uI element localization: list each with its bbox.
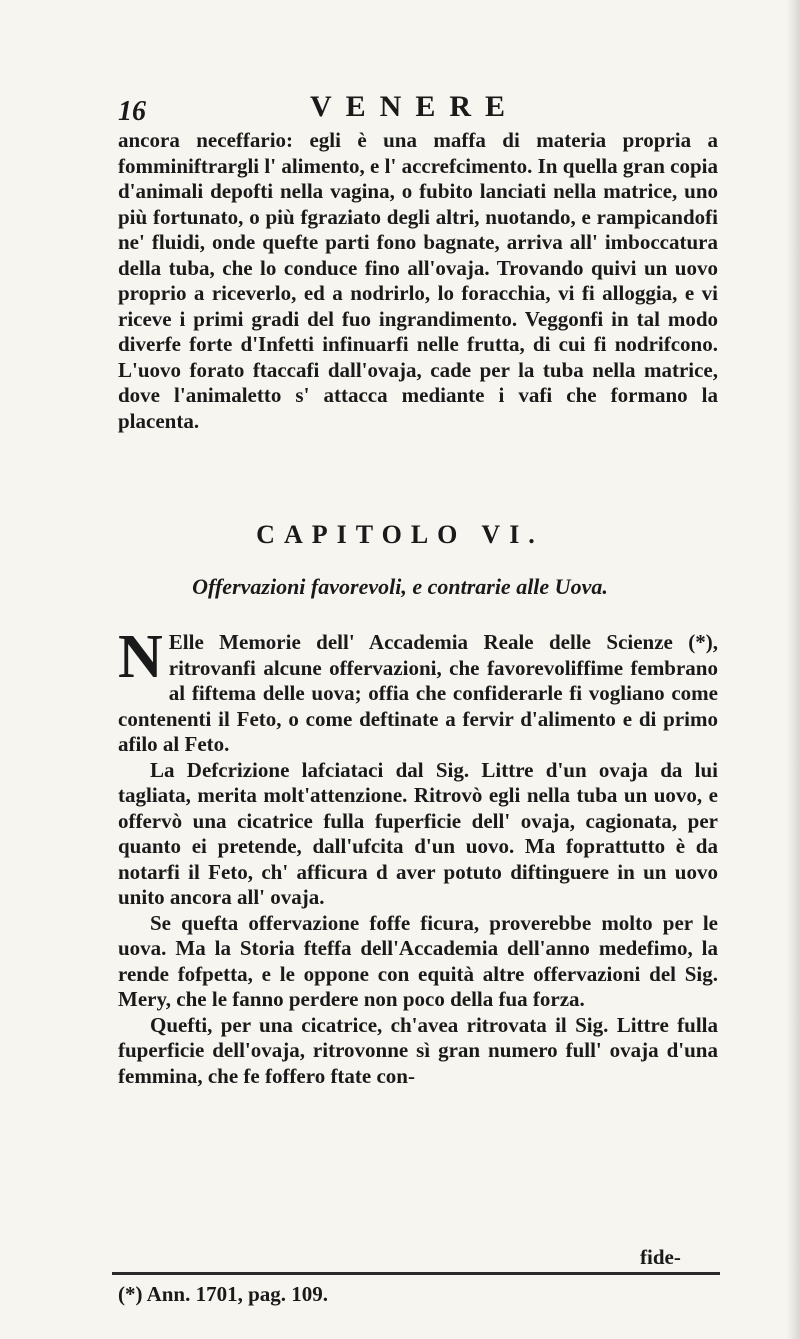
chapter-heading: CAPITOLO VI. bbox=[256, 520, 544, 549]
paragraph-observation: Se quefta offervazione foffe ficura, proverebbe molto per le uova. Ma la Storia fteffa dell'Accademia dell'anno medefimo, la rende fofpetta, e le oppone con equità altre offervazioni del Sig. Mery, che le fanno perdere non poco della fua forza. bbox=[118, 910, 718, 1011]
chapter-subtitle: Offervazioni favorevoli, e contrarie alle Uova. bbox=[192, 574, 608, 599]
catchword: fide- bbox=[640, 1245, 681, 1269]
running-title: VENERE bbox=[310, 90, 520, 123]
paragraph-continuation: ancora neceffario: egli è una maffa di materia propria a fomminiftrargli l' alimento, e l' accrefcimento. In quella gran copia d'animali depofti nella vagina, o fubito lanciati nella matrice, uno più fortunato, o più fgraziato degli altri, nuotando, e rampicandofi ne' fluidi, onde quefte parti fono bagnate, arriva all' imboccatura della tuba, che lo conduce fino all'ovaja. Trovando quivi un uovo proprio a riceverlo, ed a nodrirlo, lo foracchia, vi fi alloggia, e vi riceve i primi gradi del fuo ingrandimento. Veggonfi in tal modo diverfe forte d'Infetti infinuarfi nelle frutta, di cui fi nodrifcono. L'uovo forato ftaccafi dall'ovaja, cade per la tuba nella matrice, dove l'animaletto s' attacca mediante i vafi che formano la placenta. bbox=[118, 128, 718, 433]
chapter-body bbox=[118, 623, 718, 1089]
paragraph-littre: La Defcrizione lafciataci dal Sig. Littre d'un ovaja da lui tagliata, merita molt'attenzione. Ritrovò egli nella tuba un uovo, e offervò una cicatrice fulla fuperficie dell' ovaja, cagionata, per quanto ei pretende, dall'ufcita d'un uovo. Ma foprattutto è da notarfi il Feto, ch' afficura d aver potuto diftinguere in un uovo unito ancora all' ovaja. bbox=[118, 757, 718, 909]
page-edge-shadow bbox=[786, 0, 800, 1339]
paragraph-cicatrice: Quefti, per una cicatrice, ch'avea ritrovata il Sig. Littre fulla fuperficie dell'ovaja, ritrovonne sì gran numero full' ovaja d'una femmina, che fe foffero ftate con- bbox=[118, 1012, 718, 1088]
footnote: (*) Ann. 1701, pag. 109. bbox=[118, 1282, 329, 1306]
drop-cap: N bbox=[118, 623, 163, 691]
page-number: 16 bbox=[118, 96, 146, 127]
footnote-rule bbox=[112, 1272, 720, 1275]
paragraph-opening: Elle Memorie dell' Accademia Reale delle Scienze (*), ritrovanfi alcune offervazioni, che favorevoliffime fembrano al fiftema delle uova; offia che confiderarle fi vogliano come contenenti il Feto, o come deftinate a fervir d'alimento e di primo afilo al Feto. bbox=[118, 630, 718, 756]
